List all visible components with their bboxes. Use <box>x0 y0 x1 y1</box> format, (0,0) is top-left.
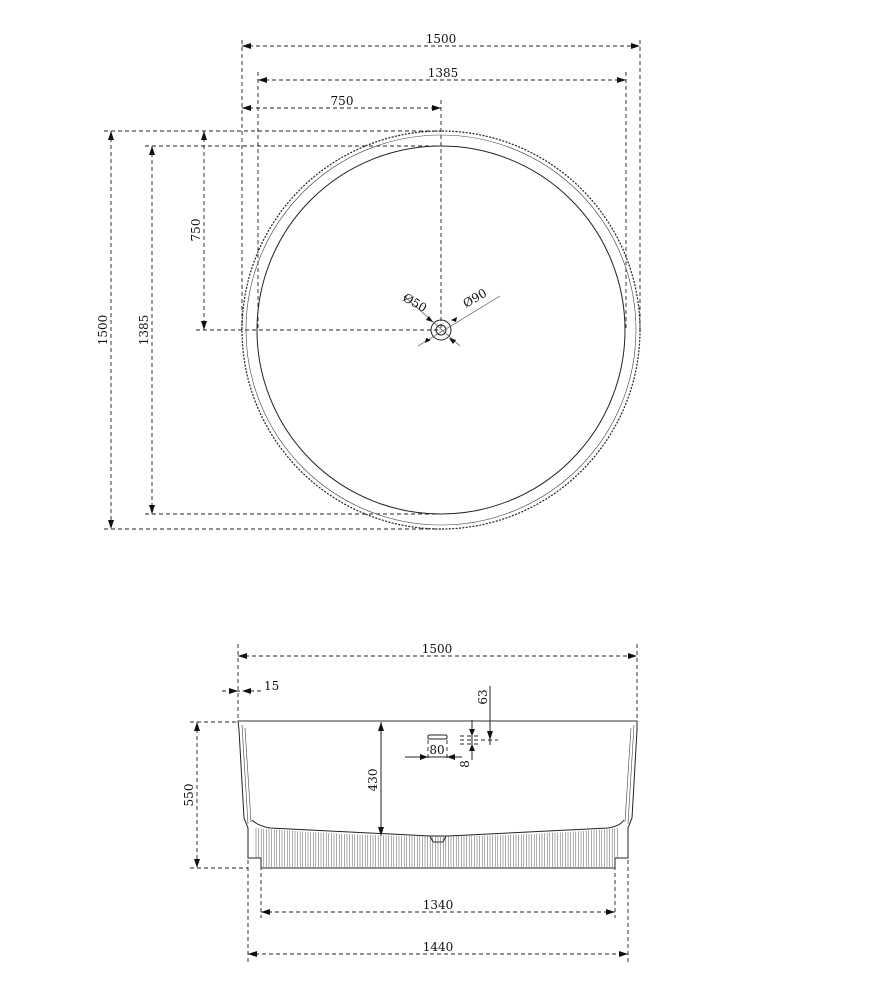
top-width-dimension <box>242 32 640 49</box>
side-top-width-label: 1500 <box>421 642 453 656</box>
overflow-drop-dimension <box>460 686 498 745</box>
inner-depth-label: 430 <box>366 768 380 792</box>
overflow-slot-height-label: 8 <box>458 760 472 768</box>
total-height-dimension <box>182 722 200 868</box>
base-inner-width-dimension <box>261 898 615 915</box>
overflow-slot-width-label: 80 <box>429 743 445 757</box>
top-center-offset-label: 750 <box>330 94 354 108</box>
top-view <box>96 32 640 529</box>
top-vertical-center-dimension <box>189 131 207 330</box>
side-top-width-dimension <box>238 642 637 659</box>
drain-outer-diameter-label: Ø90 <box>460 285 490 311</box>
top-height-dimension <box>96 131 114 529</box>
top-inner-height-dimension <box>137 146 155 514</box>
inner-depth-dimension <box>366 722 384 836</box>
rim-thickness-dimension <box>222 679 279 694</box>
base-outer-width-dimension <box>248 940 628 957</box>
drain-inner-diameter-label: Ø50 <box>400 290 430 316</box>
base-outer-width-label: 1440 <box>422 940 454 954</box>
overflow-slot-width-dimension <box>405 740 462 760</box>
overflow-slot <box>428 735 447 739</box>
top-width-label: 1500 <box>425 32 457 46</box>
top-inner-height-label: 1385 <box>137 314 151 346</box>
side-view <box>182 642 637 962</box>
base-inner-width-label: 1340 <box>422 898 454 912</box>
top-inner-span-label: 1385 <box>427 66 459 80</box>
top-height-label: 1500 <box>96 314 110 346</box>
total-height-label: 550 <box>182 783 196 807</box>
overflow-slot-height-dimension <box>458 720 478 768</box>
fluted-texture <box>256 828 617 867</box>
overflow-drop-label: 63 <box>476 689 490 705</box>
top-center-offset-dimension <box>242 94 441 111</box>
rim-thickness-label: 15 <box>264 679 280 693</box>
top-vertical-center-label: 750 <box>189 218 203 242</box>
top-inner-span-dimension <box>258 66 626 83</box>
